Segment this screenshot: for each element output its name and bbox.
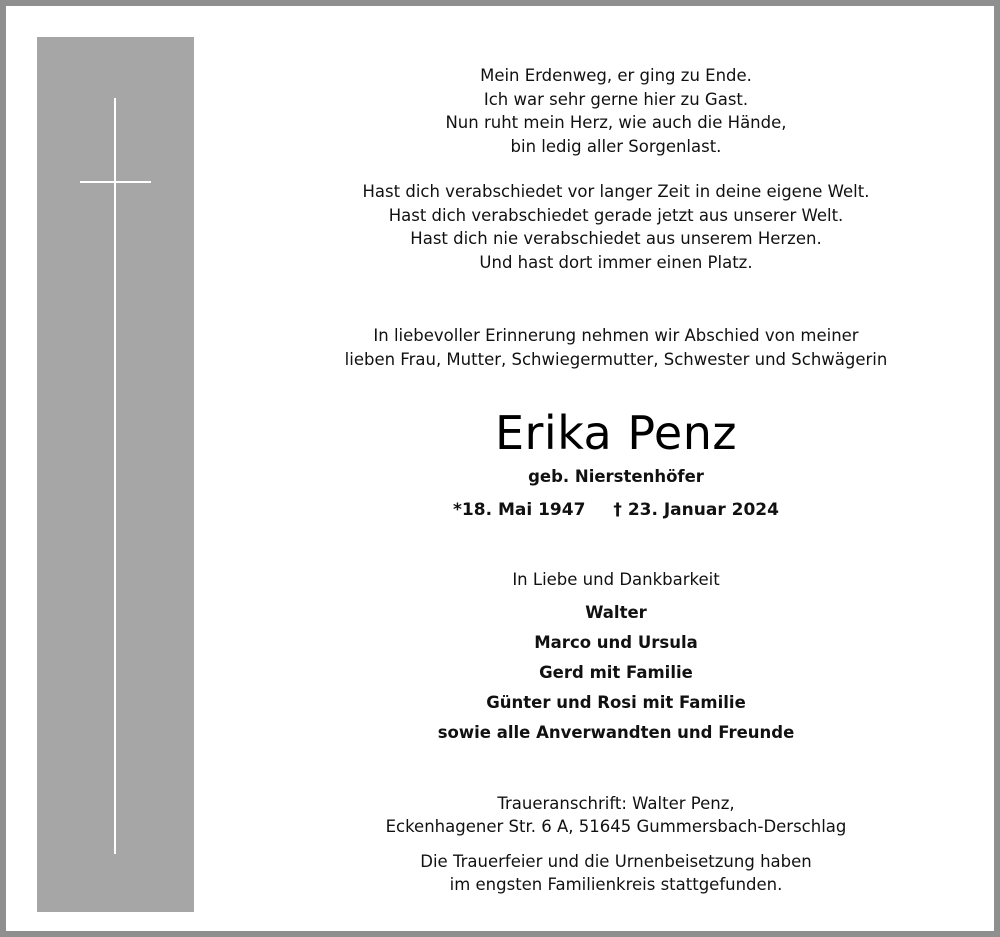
- ceremony-line: im engsten Familienkreis stattgefunden.: [449, 875, 783, 894]
- poem-line: Ich war sehr gerne hier zu Gast.: [483, 89, 749, 109]
- cross-icon-bar: [80, 181, 151, 183]
- poem-line: Nun ruht mein Herz, wie auch die Hände,: [445, 113, 787, 132]
- poem-line: Mein Erdenweg, er ging zu Ende.: [480, 66, 752, 85]
- address-line: Traueranschrift: Walter Penz,: [497, 793, 735, 813]
- poem-stanza-2: [326, 180, 906, 274]
- obituary-content: [326, 64, 906, 897]
- poem-line: bin ledig aller Sorgenlast.: [510, 136, 722, 156]
- mourner-name: Marco und Ursula: [534, 632, 698, 652]
- mourners-list: [326, 598, 906, 748]
- intro-line: In liebevoller Erinnerung nehmen wir Abschied von meiner: [373, 326, 859, 345]
- poem-line: Hast dich verabschiedet vor langer Zeit in deine eigene Welt.: [362, 182, 870, 201]
- mourner-name: Walter: [585, 602, 647, 622]
- mourning-address: [326, 792, 906, 839]
- mourner-name: Günter und Rosi mit Familie: [486, 692, 746, 712]
- deceased-name: Erika Penz: [494, 406, 738, 460]
- thanks-line: In Liebe und Dankbarkeit: [512, 570, 720, 589]
- poem-line: Hast dich nie verabschiedet aus unserem Herzen.: [410, 229, 822, 248]
- poem-stanza-1: [326, 64, 906, 158]
- birth-date: *18. Mai 1947: [453, 500, 586, 520]
- ceremony-line: Die Trauerfeier und die Urnenbeisetzung haben: [420, 851, 812, 871]
- birth-name: geb. Nierstenhöfer: [528, 467, 704, 486]
- cross-icon: [114, 98, 116, 854]
- poem-line: Hast dich verabschiedet gerade jetzt aus unserer Welt.: [388, 205, 844, 225]
- intro-text: [326, 324, 906, 371]
- mourner-name: Gerd mit Familie: [539, 662, 693, 682]
- ceremony-note: [326, 850, 906, 897]
- poem-line: Und hast dort immer einen Platz.: [479, 252, 753, 272]
- life-dates: [326, 500, 906, 520]
- intro-line: lieben Frau, Mutter, Schwiegermutter, Schwester und Schwägerin: [344, 349, 888, 369]
- mourner-name: sowie alle Anverwandten und Freunde: [437, 722, 795, 742]
- address-line: Eckenhagener Str. 6 A, 51645 Gummersbach-Derschlag: [385, 817, 847, 836]
- death-date: † 23. Januar 2024: [613, 500, 779, 520]
